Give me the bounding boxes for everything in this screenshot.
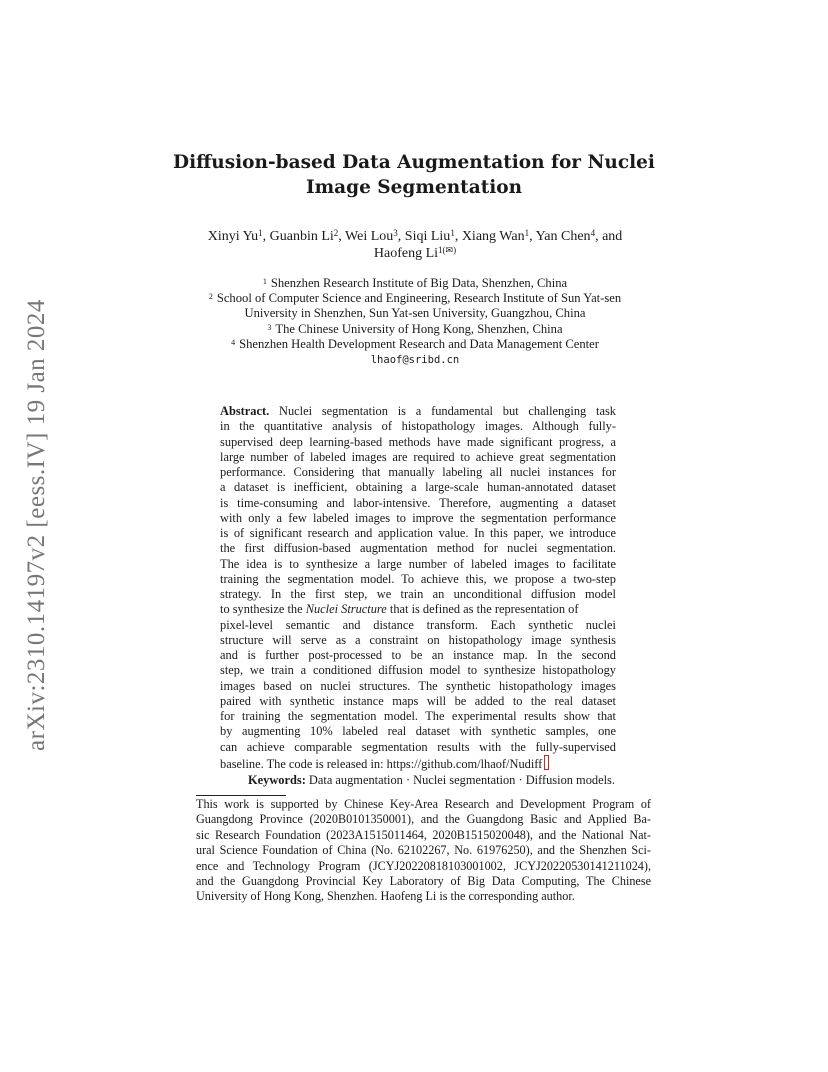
author-affil-mark: 1: [450, 228, 455, 238]
author-name: Wei Lou: [345, 229, 394, 244]
affiliation-list: [160, 276, 670, 368]
abstract: [220, 404, 616, 772]
arxiv-id-text: arXiv:2310.14197v2 [eess.IV] 19 Jan 2024: [23, 299, 50, 751]
affiliation-line: $^4$ Shenzhen Health Development Research and Data Management Center: [231, 336, 599, 351]
author-affil-mark: 1: [258, 228, 263, 238]
affiliation-line: $^2$ School of Computer Science and Engineering, Research Institute of Sun Yat-sen: [208, 291, 622, 306]
link-highlight-box: [544, 755, 549, 770]
affiliation-line: $^1$ Shenzhen Research Institute of Big Data, Shenzhen, China: [262, 276, 568, 290]
author-name: Xinyi Yu: [207, 229, 259, 244]
footnote-line: ural Science Foundation of China (No. 62102267, No. 61976250), and the Shenzhen Sci-: [196, 843, 651, 858]
abstract-line: by augmenting 10% labeled real dataset with synthetic samples, one: [220, 724, 616, 739]
contact-email[interactable]: lhaof@sribd.cn: [370, 354, 460, 367]
abstract-line: the first diffusion-based augmentation method for nuclei segmentation.: [220, 541, 616, 556]
author-affil-mark: 1: [524, 228, 530, 238]
abstract-line: images based on nuclei structures. The synthetic histopathology images: [220, 678, 616, 693]
abstract-line: to synthesize the Nuclei Structure that is defined as the representation of: [220, 602, 579, 617]
author-affil-mark: 4: [590, 228, 596, 238]
author-line: Xinyi Yu$^1$, Guanbin Li$^2$, Wei Lou$^3$, Siqi Liu$^1$, Xiang Wan$^1$, Yan Chen$^4$, and: [207, 228, 623, 244]
author-list: [180, 228, 650, 262]
title-line: Image Segmentation: [305, 177, 523, 198]
abstract-line: The idea is to synthesize a large number of labeled images to facilitate: [220, 556, 616, 571]
paper-title: [170, 150, 658, 200]
affiliation-line: $^3$ The Chinese University of Hong Kong, Shenzhen, China: [267, 321, 563, 336]
footnote-line: sic Research Foundation (2023A1515011464, 2020B1515020048), and the National Nat-: [196, 827, 651, 842]
italic-term: Nuclei Structure: [305, 602, 387, 617]
keywords: [248, 773, 648, 788]
author-name: Xiang Wan: [461, 229, 525, 244]
abstract-line: [220, 755, 616, 772]
footnote-line: University of Hong Kong, Shenzhen. Haofeng Li is the corresponding author.: [196, 889, 575, 904]
author-affil-mark: 3: [393, 228, 398, 238]
footnote-line: and the Guangdong Provincial Key Laboratory of Big Data Computing, The Chinese: [196, 874, 651, 889]
author-line: [180, 245, 650, 262]
author-name: Siqi Liu: [404, 229, 451, 244]
abstract-label: Abstract.: [220, 404, 270, 418]
footnote-line: ence and Technology Program (JCYJ20220818103001002, JCYJ20220530141211024),: [196, 858, 651, 873]
abstract-line: supervised deep learning-based methods have made significant progress, a: [220, 434, 616, 449]
abstract-line: training the segmentation model. To achieve this, we propose a two-step: [220, 571, 616, 586]
abstract-line: is of significant research and application value. In this paper, we introduce: [220, 526, 616, 540]
author-name: Yan Chen: [535, 229, 591, 244]
footnote-line: Guangdong Province (2020B0101350001), and the Guangdong Basic and Applied Ba-: [196, 812, 651, 827]
arxiv-identifier-stamp: [12, 290, 62, 760]
abstract-line: is time-consuming and labor-intensive. Therefore, augmenting a dataset: [220, 495, 616, 510]
author-name: Haofeng Li: [373, 246, 439, 261]
code-link[interactable]: baseline. The code is released in: https://github.com/lhaof/Nudiff: [220, 756, 543, 771]
author-affil-mark: 2: [333, 228, 339, 238]
abstract-line: pixel-level semantic and distance transform. Each synthetic nuclei: [220, 617, 616, 632]
abstract-line: Abstract. Nuclei segmentation is a fundamental but challenging task: [220, 404, 616, 418]
footnote-divider: [196, 795, 286, 796]
funding-footnote: [196, 797, 651, 905]
abstract-line: in the quantitative analysis of histopathology images. Although fully-: [220, 419, 616, 434]
affiliation-line: University in Shenzhen, Sun Yat-sen University, Guangzhou, China: [244, 306, 586, 321]
abstract-line: large number of labeled images are required to achieve great segmentation: [220, 449, 616, 464]
keywords-label: Keywords:: [248, 773, 306, 787]
abstract-line: structure will serve as a constraint on histopathology image synthesis: [220, 632, 616, 647]
abstract-line: step, we train a conditioned diffusion model to synthesize histopathology: [220, 663, 616, 678]
footnote-line: This work is supported by Chinese Key-Area Research and Development Program of: [196, 797, 651, 811]
keywords-text: Data augmentation · Nuclei segmentation · Diffusion models.: [305, 773, 615, 787]
abstract-line: a dataset is inefficient, obtaining a large-scale human-annotated dataset: [220, 480, 616, 495]
abstract-line: with only a few labeled images to improve the segmentation performance: [220, 510, 616, 525]
abstract-line: and is further post-processed to be an instance map. In the second: [220, 648, 616, 662]
title-line: Diffusion-based Data Augmentation for Nuclei: [173, 152, 655, 173]
abstract-line: paired with synthetic instance maps will be added to the real dataset: [220, 693, 616, 708]
abstract-line: performance. Considering that manually labeling all nuclei instances for: [220, 465, 616, 479]
abstract-line: strategy. In the first step, we train an unconditional diffusion model: [220, 587, 616, 601]
corresponding-author-mark: 1(✉): [438, 245, 457, 255]
author-name: Guanbin Li: [269, 229, 334, 244]
abstract-line: can achieve comparable segmentation results with the fully-supervised: [220, 739, 616, 754]
abstract-line: for training the segmentation model. The experimental results show that: [220, 709, 616, 723]
